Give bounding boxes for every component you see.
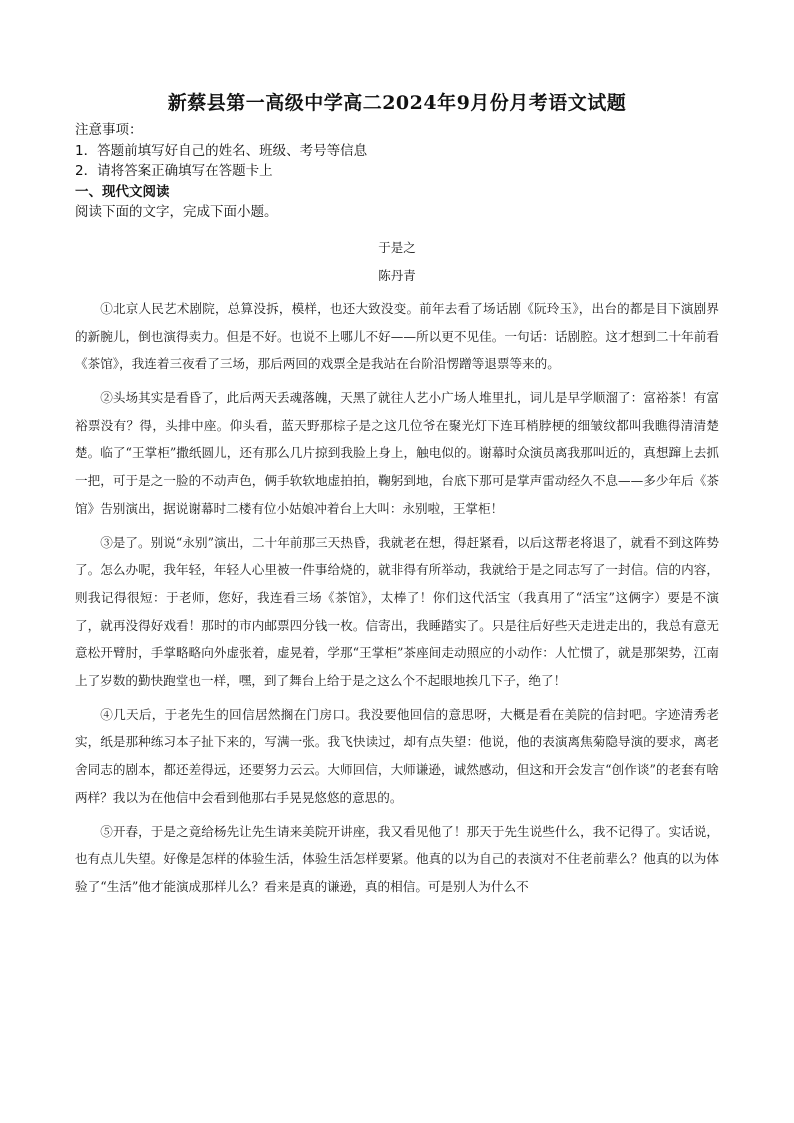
paragraph: ①北京人民艺术剧院，总算没拆，模样，也还大致没变。前年去看了场话剧《阮玲玉》，出台的都是目下演剧界的新腕儿，倒也演得卖力。但是不好。也说不上哪儿不好——所以更不见佳。一句话：话剧腔。这才想到二十年前看《茶馆》，我连着三夜看了三场，那后两回的戏票全是我站在台阶沿愣蹭等退票等来的。 bbox=[75, 301, 719, 372]
section-heading: 一、现代文阅读 bbox=[75, 183, 170, 200]
notes-item: 1．答题前填写好自己的姓名、班级、考号等信息 bbox=[75, 142, 368, 159]
notes-block bbox=[75, 120, 725, 223]
notes-item: 2．请将答案正确填写在答题卡上 bbox=[75, 163, 273, 179]
paragraph: ②头场其实是看昏了，此后两天丢魂落魄，天黑了就往人艺小广场人堆里扎，词儿是早学顺溜了：富裕茶！有富裕票没有？得，头排中座。仰头看，蓝天野那棕子是之这几位爷在聚光灯下连耳梢脖梗的细皱纹都叫我瞧得清清楚楚。临了“王掌柜”撒纸圆儿，还有那么几片掠到我脸上身上，触电似的。谢幕时众演员离我那叫近的，真想蹿上去抓一把，可于是之一脸的不动声色，俩手软软地虚拍拍，鞠躬到地，台底下那可是掌声雷动经久不息——多少年后《茶馆》告别演出，据说谢幕时二楼有位小姑娘冲着台上大叫：永别啦，王掌柜！ bbox=[75, 390, 719, 516]
exam-title: 新蔡县第一高级中学高二2024年9月份月考语文试题 bbox=[167, 92, 627, 114]
article-title: 于是之 bbox=[378, 240, 416, 255]
paragraph: ③是了。别说“永别”演出，二十年前那三天热昏，我就老在想，得赶紧看，以后这帮老将退了，就看不到这阵势了。怎么办呢，我年轻，年轻人心里被一件事给烧的，就非得有所举动，我就给于是之同志写了一封信。信的内容，则我记得很短：于老师，您好，我连看三场《茶馆》，太棒了！你们这代活宝（我真用了“活宝”这俩字）要是不演了，就再没得好戏看！那时的市内邮票四分钱一枚。信寄出，我睡踏实了。只是往后好些天走进走出的，我总有意无意松开臂肘，手掌略略向外虚张着，虚晃着，学那“王掌柜”茶座间走动照应的小动作：人忙惯了，就是那架势，江南上了岁数的勤快跑堂也一样，嘿，到了舞台上给于是之这么个不起眼地挨几下子，绝了！ bbox=[75, 534, 719, 688]
paragraph: ④几天后，于老先生的回信居然搁在门房口。我没要他回信的意思呀，大概是看在美院的信封吧。字迹清秀老实，纸是那种练习本子扯下来的，写满一张。我飞快读过，却有点失望：他说，他的表演离焦菊隐导演的要求，离老舍同志的剧本，都还差得远，还要努力云云。大师回信，大师谦逊，诚然感动，但这和开会发言“创作谈”的老套有啥两样？我以为在他信中会看到他那右手晃晃悠悠的意思的。 bbox=[75, 706, 719, 805]
article-body bbox=[75, 295, 719, 907]
section-instruction: 阅读下面的文字，完成下面小题。 bbox=[75, 204, 278, 220]
paragraph: ⑤开春，于是之竟给杨先让先生请来美院开讲座，我又看见他了！那天于先生说些什么，我不记得了。实话说，也有点儿失望。好像是怎样的体验生活，体验生活怎样要紧。他真的以为自己的表演对不住老前辈么？他真的以为体验了“生活”他才能演成那样儿么？看来是真的谦逊，真的相信。可是别人为什么不 bbox=[75, 823, 719, 894]
notes-heading: 注意事项： bbox=[75, 122, 143, 138]
article-author: 陈丹青 bbox=[378, 268, 416, 283]
